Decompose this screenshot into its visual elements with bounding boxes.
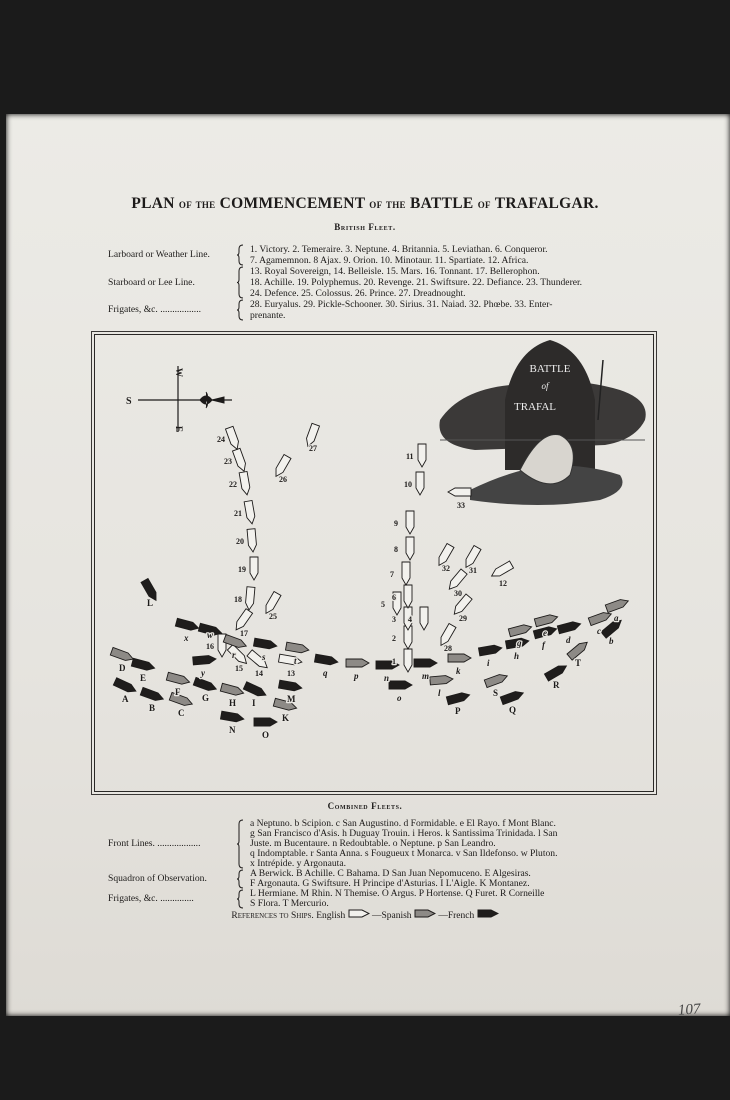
french-ship-icon bbox=[243, 682, 267, 699]
brace bbox=[236, 869, 245, 889]
ship-label: F bbox=[175, 687, 181, 697]
ship-label: H bbox=[229, 698, 237, 708]
ship-label: 17 bbox=[240, 629, 248, 638]
spanish-ship-icon bbox=[285, 642, 309, 654]
ship-label: 9 bbox=[394, 519, 398, 528]
ship-label: 30 bbox=[454, 589, 462, 598]
ship-label: M bbox=[287, 694, 296, 704]
french-ship-icon bbox=[478, 644, 502, 656]
spanish-ship-icon bbox=[414, 909, 436, 918]
title-word: of the bbox=[178, 196, 216, 211]
french-ship-icon bbox=[253, 638, 277, 650]
ship-label: 11 bbox=[406, 452, 414, 461]
english-ship-icon bbox=[406, 537, 414, 560]
french-ship-icon bbox=[477, 909, 499, 918]
spanish-key-label: —Spanish bbox=[371, 911, 412, 921]
ship-label: E bbox=[140, 673, 147, 683]
ship-label: 13 bbox=[287, 669, 295, 678]
combined-fleets-heading: Combined Fleets. bbox=[327, 801, 403, 811]
ship-label: D bbox=[119, 663, 126, 673]
ship-label: 19 bbox=[238, 565, 246, 574]
compass-rose bbox=[138, 366, 232, 432]
ship-label: 3 bbox=[392, 615, 396, 624]
brace bbox=[236, 889, 245, 909]
ship-label: 32 bbox=[442, 564, 450, 573]
ship-label: 8 bbox=[394, 545, 398, 554]
ship-label: 7 bbox=[390, 570, 394, 579]
ship-label: 31 bbox=[469, 566, 477, 575]
legend-line: q Indomptable. r Santa Anna. s Fougueux t Monarca. v San Ildefonso. w Pluton. bbox=[250, 848, 558, 859]
ship-label: 26 bbox=[279, 475, 287, 484]
ship-label: e bbox=[543, 628, 547, 638]
ship-label: i bbox=[487, 658, 490, 668]
legend-line: g San Francisco d'Asis. h Duguay Trouin. i Heros. k Santissima Trinidada. l San bbox=[250, 828, 558, 839]
ship-label: Q bbox=[509, 705, 517, 715]
vignette-text: BATTLE bbox=[529, 363, 571, 375]
ship-label: 18 bbox=[234, 595, 242, 604]
legend-group-label: Larboard or Weather Line. bbox=[108, 249, 210, 260]
legend-line: a Neptuno. b Scipion. c San Augustino. d Formidable. e El Rayo. f Mont Blanc. bbox=[250, 818, 556, 829]
english-ship-icon bbox=[490, 561, 514, 579]
ship-label: 10 bbox=[404, 480, 412, 489]
ship-label: 21 bbox=[234, 509, 242, 518]
legend-line: A Berwick. B Achille. C Bahama. D San Juan Nepomuceno. E Algesiras. bbox=[250, 868, 531, 879]
ship-label: x bbox=[184, 633, 189, 643]
legend-lines bbox=[250, 889, 544, 909]
ship-label: a bbox=[614, 613, 619, 623]
english-ship-icon bbox=[244, 500, 256, 524]
english-ship-icon bbox=[402, 562, 410, 585]
english-ship-icon bbox=[348, 909, 370, 918]
spanish-ship-icon bbox=[220, 683, 244, 697]
english-ship-icon bbox=[406, 511, 414, 534]
british-fleet-heading: British Fleet. bbox=[334, 222, 396, 232]
legend-line: 28. Euryalus. 29. Pickle-Schooner. 30. Sirius. 31. Naiad. 32. Phœbe. 33. Enter- bbox=[250, 299, 553, 310]
french-ship-icon bbox=[113, 678, 137, 695]
ship-label: w bbox=[207, 630, 214, 640]
english-key-label: English bbox=[316, 911, 346, 921]
spanish-ship-icon bbox=[508, 623, 532, 637]
ship-label: N bbox=[229, 725, 236, 735]
ship-label: s bbox=[262, 652, 266, 662]
title-word: BATTLE bbox=[410, 195, 474, 212]
legend-line: prenante. bbox=[250, 310, 286, 321]
french-ship-icon bbox=[544, 663, 568, 681]
ship-label: P bbox=[455, 706, 461, 716]
legend-line: 1. Victory. 2. Temeraire. 3. Neptune. 4. Britannia. 5. Leviathan. 6. Conqueror. bbox=[250, 244, 548, 255]
ship-label: C bbox=[178, 708, 185, 718]
ship-label: 6 bbox=[392, 593, 396, 602]
ship-label: 27 bbox=[309, 444, 317, 453]
compass-east-label: E bbox=[174, 426, 184, 433]
ship-label: 22 bbox=[229, 480, 237, 489]
ship-label: c bbox=[597, 626, 601, 636]
ship-label: 33 bbox=[457, 501, 465, 510]
spanish-ship-icon bbox=[169, 692, 193, 707]
compass-south-label: S bbox=[126, 396, 132, 407]
legend-line: L Hermiane. M Rhin. N Themise. O Argus. P Hortense. Q Furet. R Corneille bbox=[250, 888, 545, 899]
french-ship-icon bbox=[193, 677, 217, 692]
spanish-ship-icon bbox=[534, 613, 558, 627]
legend-group-label: Frigates, &c. ................. bbox=[108, 304, 201, 315]
ship-label: m bbox=[422, 671, 430, 681]
ship-label: I bbox=[252, 698, 256, 708]
ship-label: G bbox=[202, 693, 210, 703]
ship-label: T bbox=[575, 658, 582, 668]
ship-label: t bbox=[294, 656, 297, 666]
ship-label: f bbox=[542, 640, 545, 650]
ship-label: h bbox=[514, 651, 520, 661]
title-word: TRAFALGAR. bbox=[494, 195, 599, 212]
ship-label: g bbox=[517, 638, 522, 648]
title-word: COMMENCEMENT bbox=[219, 195, 366, 212]
french-ship-icon bbox=[254, 718, 277, 726]
legend-line: 24. Defence. 25. Colossus. 26. Prince. 27. Dreadnought. bbox=[250, 288, 466, 299]
ship-label: K bbox=[282, 713, 290, 723]
legend-line: 18. Achille. 19. Polyphemus. 20. Revenge. 21. Swiftsure. 22. Defiance. 23. Thunderer. bbox=[250, 277, 583, 288]
legend-lines bbox=[250, 869, 531, 889]
french-ship-icon bbox=[220, 711, 244, 723]
french-ship-icon bbox=[557, 620, 581, 634]
ship-label: 1 bbox=[392, 657, 396, 666]
english-ship-icon bbox=[250, 557, 258, 580]
ship-label: A bbox=[122, 694, 129, 704]
ship-label: d bbox=[566, 635, 571, 645]
french-ship-icon bbox=[314, 654, 338, 666]
english-ship-icon bbox=[404, 649, 412, 672]
french-ship-icon bbox=[278, 680, 302, 692]
english-ship-icon bbox=[404, 585, 412, 608]
references-label: References to Ships. bbox=[231, 911, 314, 921]
english-ship-icon bbox=[416, 472, 424, 495]
english-ship-icon bbox=[245, 587, 255, 611]
spanish-ship-icon bbox=[166, 672, 190, 686]
english-ship-icon bbox=[418, 444, 426, 467]
spanish-ship-icon bbox=[605, 597, 629, 612]
french-ship-icon bbox=[175, 618, 199, 632]
ship-label: 16 bbox=[206, 642, 214, 651]
spanish-ship-icon bbox=[346, 659, 369, 667]
english-ship-icon bbox=[247, 650, 270, 671]
title-word: of the bbox=[369, 196, 406, 211]
english-ship-icon bbox=[239, 471, 251, 495]
ship-label: l bbox=[438, 688, 441, 698]
french-ship-icon bbox=[446, 691, 470, 705]
english-ship-icon bbox=[232, 448, 247, 472]
ship-label: 23 bbox=[224, 457, 232, 466]
ship-label: 28 bbox=[444, 644, 452, 653]
ship-label: n bbox=[384, 673, 390, 683]
ship-label: p bbox=[354, 671, 359, 681]
french-ship-icon bbox=[500, 689, 524, 704]
ship-label: 29 bbox=[459, 614, 467, 623]
legend-lines bbox=[250, 819, 558, 869]
legend-line: x Intrépide. y Argonauta. bbox=[250, 858, 347, 869]
spanish-ship-icon bbox=[430, 675, 454, 685]
spanish-ship-icon bbox=[484, 672, 508, 687]
ship-label: q bbox=[323, 668, 328, 678]
title-word: PLAN bbox=[131, 195, 175, 212]
page-number: 107 bbox=[677, 1001, 701, 1019]
legend-line: S Flora. T Mercurio. bbox=[250, 898, 329, 909]
ship-label: k bbox=[456, 666, 461, 676]
english-ship-icon bbox=[420, 607, 428, 630]
ship-label: b bbox=[609, 636, 614, 646]
english-ship-icon bbox=[247, 529, 257, 553]
legend-line: F Argonauta. G Swiftsure. H Principe d'Asturias. I L'Aigle. K Montanez. bbox=[250, 878, 530, 889]
ship-label: R bbox=[553, 680, 560, 690]
english-ship-icon bbox=[448, 488, 471, 496]
ship-label: O bbox=[262, 730, 270, 740]
legend-group-label: Frigates, &c. .............. bbox=[108, 893, 194, 904]
compass-west-label: W bbox=[174, 368, 184, 377]
legend-line: Juste. m Bucentaure. n Redoubtable. o Neptune. p San Leandro. bbox=[250, 838, 496, 849]
legend-group-label: Front Lines. .................. bbox=[108, 838, 201, 849]
ship-label: 20 bbox=[236, 537, 244, 546]
french-ship-icon bbox=[193, 655, 217, 665]
ship-label: 12 bbox=[499, 579, 507, 588]
english-ship-icon bbox=[278, 654, 302, 666]
spanish-ship-icon bbox=[110, 647, 134, 662]
ship-label: y bbox=[201, 668, 205, 678]
ship-label: 15 bbox=[235, 664, 243, 673]
french-ship-icon bbox=[140, 687, 164, 702]
ship-label: 24 bbox=[217, 435, 225, 444]
ship-label: L bbox=[147, 598, 154, 608]
ship-label: r bbox=[232, 650, 236, 660]
ship-label: 14 bbox=[255, 669, 263, 678]
english-ship-icon bbox=[225, 426, 240, 450]
ship-label: B bbox=[149, 703, 156, 713]
ship-label: 5 bbox=[381, 600, 385, 609]
spanish-ship-icon bbox=[448, 654, 471, 662]
vignette-text: TRAFAL bbox=[514, 401, 556, 413]
title-word: of bbox=[477, 196, 491, 211]
ship-label: 25 bbox=[269, 612, 277, 621]
legend-group-label: Squadron of Observation. bbox=[108, 873, 207, 884]
french-ship-icon bbox=[414, 659, 437, 667]
ship-label: 4 bbox=[408, 615, 412, 624]
french-key-label: —French bbox=[438, 911, 475, 921]
ship-label: o bbox=[397, 693, 402, 703]
brace bbox=[236, 819, 245, 869]
legend-line: 7. Agamemnon. 8 Ajax. 9. Orion. 10. Minotaur. 11. Spartiate. 12. Africa. bbox=[250, 255, 529, 266]
vignette-text: of bbox=[541, 381, 549, 391]
french-ship-icon bbox=[131, 658, 155, 672]
legend-group-label: Starboard or Lee Line. bbox=[108, 276, 195, 288]
french-ship-icon bbox=[389, 681, 412, 689]
references-to-ships bbox=[0, 909, 730, 921]
ship-label: S bbox=[493, 688, 499, 698]
ship-label: 2 bbox=[392, 634, 396, 643]
legend-line: 13. Royal Sovereign, 14. Belleisle. 15. Mars. 16. Tonnant. 17. Bellerophon. bbox=[250, 266, 540, 277]
